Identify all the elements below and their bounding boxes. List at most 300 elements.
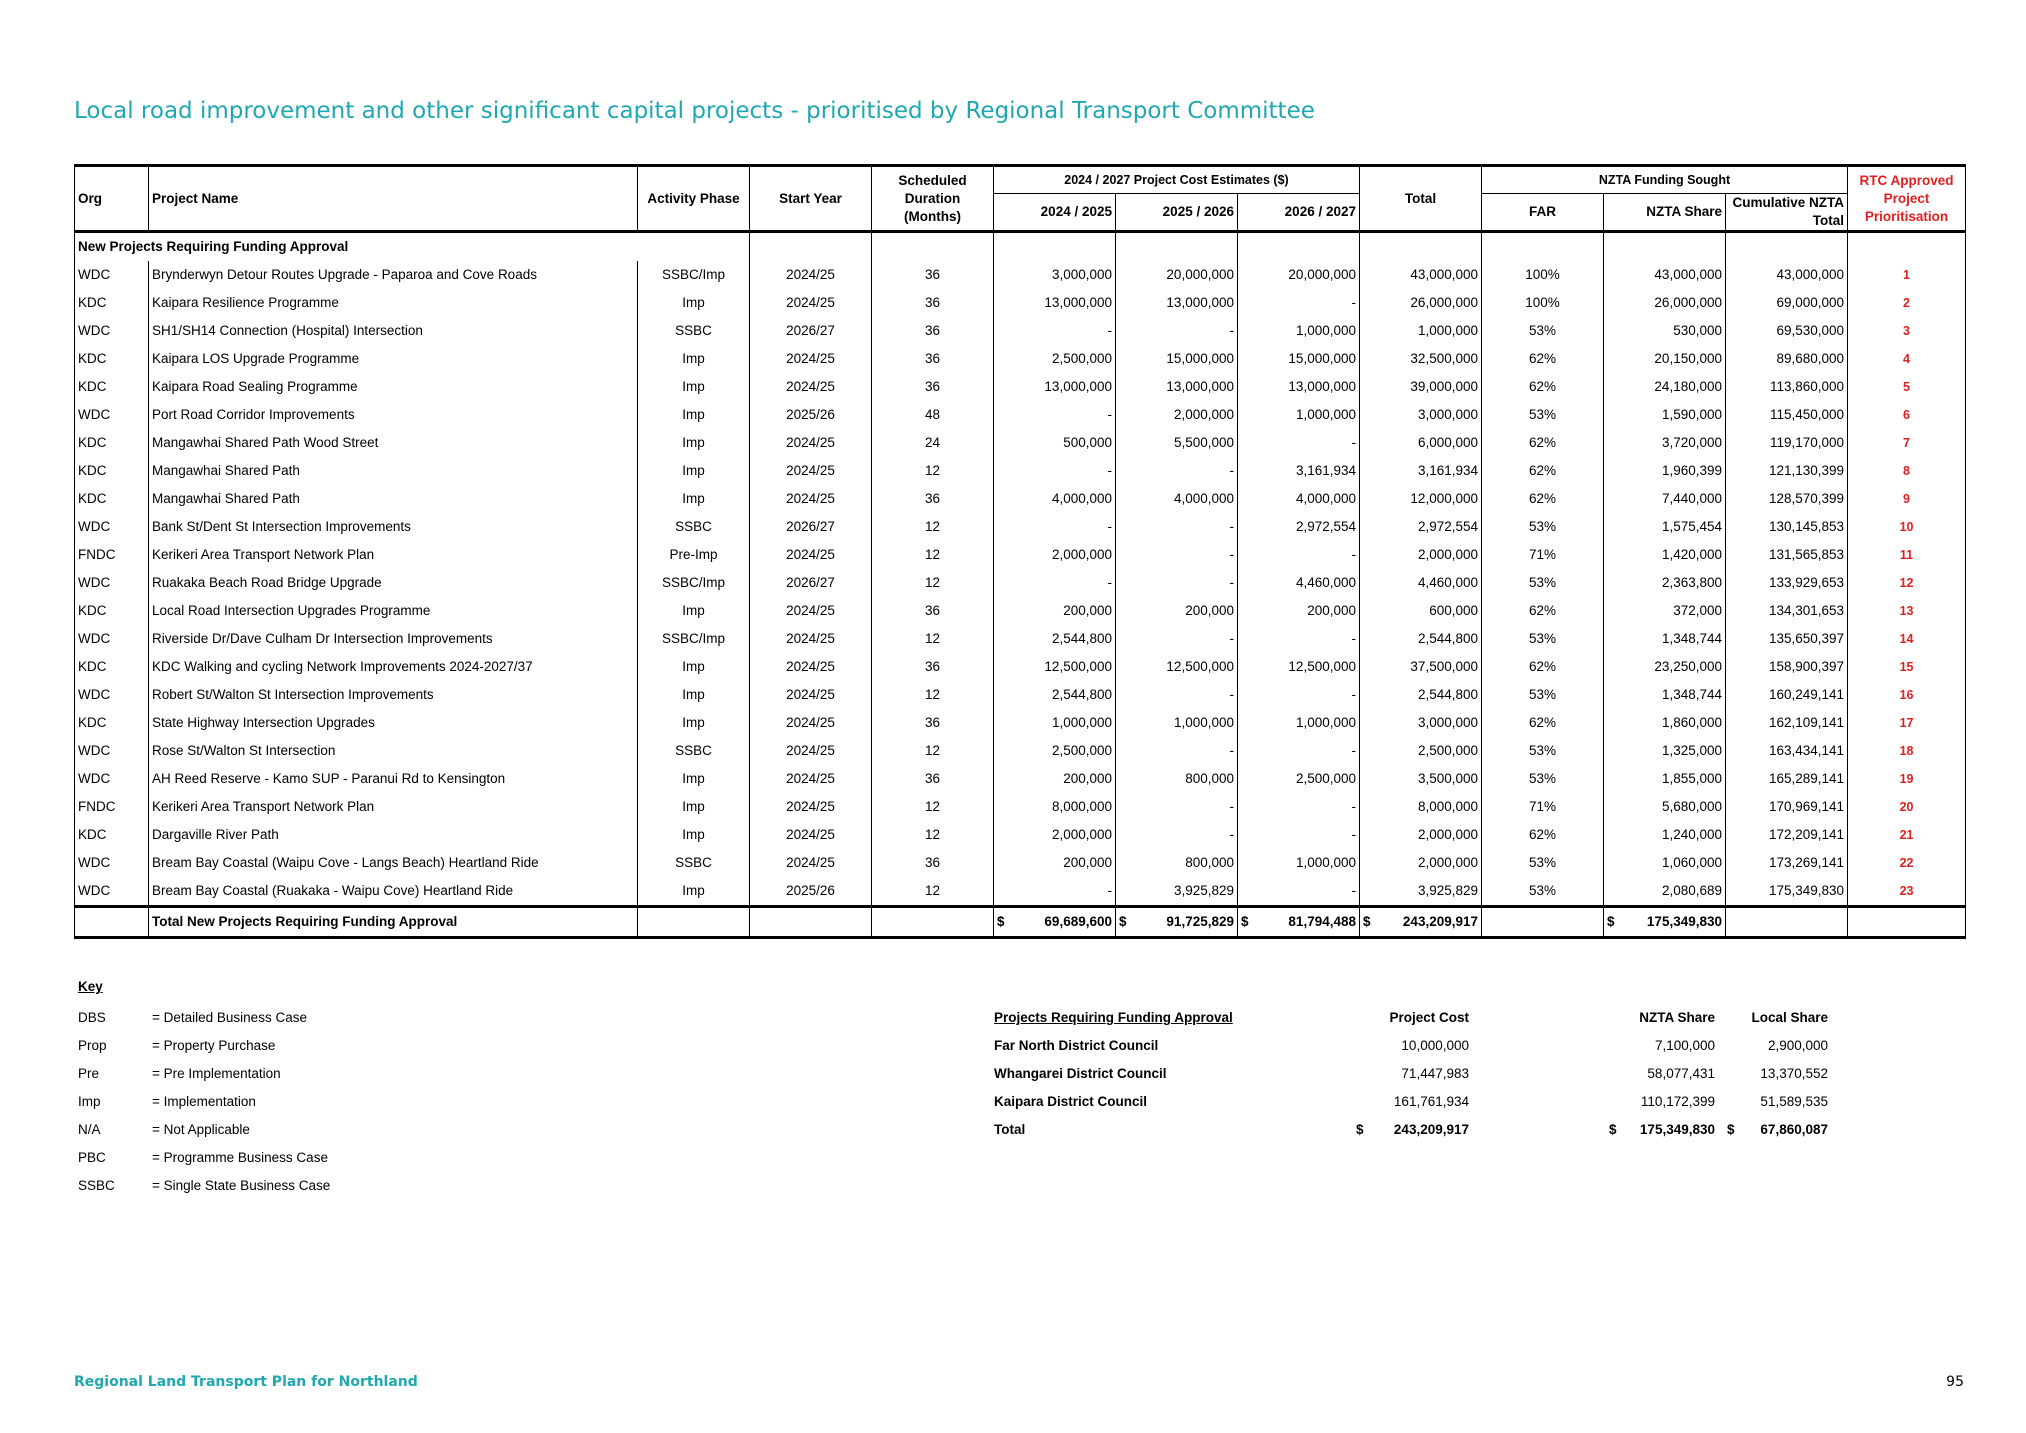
total-y2: 91,725,829 xyxy=(1166,914,1234,929)
cell-cost-2025-2026: 3,925,829 xyxy=(1116,877,1238,907)
cell-activity-phase: Imp xyxy=(638,821,750,849)
cell-activity-phase: Imp xyxy=(638,597,750,625)
cell-total: 2,000,000 xyxy=(1360,821,1482,849)
cell-duration: 36 xyxy=(872,765,994,793)
table-row xyxy=(75,681,1966,709)
header-cumulative: Cumulative NZTA Total xyxy=(1726,194,1848,232)
key-item xyxy=(78,1004,330,1032)
cell-project-name: Kerikeri Area Transport Network Plan xyxy=(149,793,638,821)
cell-project-name: Rose St/Walton St Intersection xyxy=(149,737,638,765)
cell-cost-2024-2025: 2,544,800 xyxy=(994,681,1116,709)
cell-cost-2025-2026: 800,000 xyxy=(1116,849,1238,877)
cell-org: KDC xyxy=(75,597,149,625)
header-nzta-share: NZTA Share xyxy=(1604,194,1726,232)
cell-cost-2026-2027: 1,000,000 xyxy=(1238,317,1360,345)
summary-local-share: 13,370,552 xyxy=(1760,1066,1828,1081)
header-year-2025-2026: 2025 / 2026 xyxy=(1116,194,1238,232)
key-description: = Property Purchase xyxy=(152,1038,276,1053)
cell-cost-2025-2026: - xyxy=(1116,625,1238,653)
cell-activity-phase: Imp xyxy=(638,373,750,401)
header-project-name: Project Name xyxy=(149,166,638,232)
cell-cumulative: 165,289,141 xyxy=(1726,765,1848,793)
table-row xyxy=(75,765,1966,793)
header-activity-phase: Activity Phase xyxy=(638,166,750,232)
cell-cost-2024-2025: 2,500,000 xyxy=(994,737,1116,765)
page-title: Local road improvement and other significant capital projects - prioritised by Regional Transport Committee xyxy=(74,98,1315,124)
summary-local-share: 2,900,000 xyxy=(1767,1038,1828,1053)
cell-nzta-share: 1,575,454 xyxy=(1604,513,1726,541)
cell-start-year: 2024/25 xyxy=(750,485,872,513)
currency-symbol: $ xyxy=(1607,914,1615,929)
currency-symbol: $ xyxy=(1727,1122,1735,1137)
cell-start-year: 2025/26 xyxy=(750,877,872,907)
cell-duration: 48 xyxy=(872,401,994,429)
summary-council-name: Far North District Council xyxy=(994,1038,1159,1053)
cell-org: WDC xyxy=(75,261,149,289)
header-duration: Scheduled Duration (Months) xyxy=(872,166,994,232)
summary-col-cost: Project Cost xyxy=(1389,1010,1469,1025)
cell-cost-2026-2027: 1,000,000 xyxy=(1238,849,1360,877)
summary-local-share: 51,589,535 xyxy=(1760,1094,1828,1109)
cell-priority: 22 xyxy=(1848,849,1966,877)
cell-cost-2024-2025: - xyxy=(994,569,1116,597)
funding-summary xyxy=(994,1004,1828,1144)
table-row xyxy=(75,485,1966,513)
cell-far: 71% xyxy=(1482,541,1604,569)
cell-far: 53% xyxy=(1482,569,1604,597)
cell-nzta-share: 1,325,000 xyxy=(1604,737,1726,765)
cell-cumulative: 43,000,000 xyxy=(1726,261,1848,289)
currency-symbol: $ xyxy=(1241,914,1249,929)
cell-nzta-share: 1,060,000 xyxy=(1604,849,1726,877)
key-description: = Detailed Business Case xyxy=(152,1010,307,1025)
cell-cost-2024-2025: 200,000 xyxy=(994,597,1116,625)
cell-far: 100% xyxy=(1482,261,1604,289)
cell-nzta-share: 24,180,000 xyxy=(1604,373,1726,401)
cell-cost-2026-2027: - xyxy=(1238,793,1360,821)
projects-table xyxy=(74,164,1966,939)
cell-far: 62% xyxy=(1482,597,1604,625)
cell-cost-2025-2026: - xyxy=(1116,317,1238,345)
cell-org: KDC xyxy=(75,373,149,401)
cell-cost-2024-2025: 13,000,000 xyxy=(994,289,1116,317)
cell-start-year: 2024/25 xyxy=(750,429,872,457)
cell-duration: 12 xyxy=(872,457,994,485)
key-description: = Not Applicable xyxy=(152,1122,250,1137)
cell-cost-2026-2027: - xyxy=(1238,877,1360,907)
table-row xyxy=(75,373,1966,401)
cell-org: WDC xyxy=(75,681,149,709)
cell-org: KDC xyxy=(75,709,149,737)
cell-cumulative: 133,929,653 xyxy=(1726,569,1848,597)
cell-cumulative: 69,000,000 xyxy=(1726,289,1848,317)
cell-cost-2026-2027: 200,000 xyxy=(1238,597,1360,625)
cell-cost-2026-2027: 12,500,000 xyxy=(1238,653,1360,681)
cell-duration: 12 xyxy=(872,681,994,709)
currency-symbol: $ xyxy=(1356,1122,1364,1137)
cell-total: 3,500,000 xyxy=(1360,765,1482,793)
cell-start-year: 2024/25 xyxy=(750,289,872,317)
cell-cumulative: 119,170,000 xyxy=(1726,429,1848,457)
key-legend xyxy=(78,976,330,1200)
cell-duration: 36 xyxy=(872,289,994,317)
cell-priority: 18 xyxy=(1848,737,1966,765)
summary-council-name: Kaipara District Council xyxy=(994,1094,1148,1109)
cell-start-year: 2026/27 xyxy=(750,513,872,541)
cell-cost-2025-2026: 1,000,000 xyxy=(1116,709,1238,737)
key-item xyxy=(78,1088,330,1116)
currency-symbol: $ xyxy=(1363,914,1371,929)
cell-org: KDC xyxy=(75,289,149,317)
cell-cumulative: 160,249,141 xyxy=(1726,681,1848,709)
cell-activity-phase: Imp xyxy=(638,681,750,709)
cell-far: 100% xyxy=(1482,289,1604,317)
cell-project-name: Mangawhai Shared Path xyxy=(149,457,638,485)
cell-org: KDC xyxy=(75,653,149,681)
cell-far: 62% xyxy=(1482,485,1604,513)
cell-activity-phase: Imp xyxy=(638,877,750,907)
key-item xyxy=(78,1032,330,1060)
cell-cumulative: 69,530,000 xyxy=(1726,317,1848,345)
cell-far: 71% xyxy=(1482,793,1604,821)
header-nzta-funding: NZTA Funding Sought xyxy=(1482,166,1848,194)
cell-project-name: AH Reed Reserve - Kamo SUP - Paranui Rd to Kensington xyxy=(149,765,638,793)
cell-cost-2026-2027: 1,000,000 xyxy=(1238,401,1360,429)
table-row xyxy=(75,821,1966,849)
cell-cost-2024-2025: - xyxy=(994,317,1116,345)
header-rtc-prioritisation: RTC Approved Project Prioritisation xyxy=(1848,166,1966,232)
key-item xyxy=(78,1060,330,1088)
cell-priority: 23 xyxy=(1848,877,1966,907)
summary-total-cost: 243,209,917 xyxy=(1393,1122,1469,1137)
cell-duration: 12 xyxy=(872,569,994,597)
cell-nzta-share: 1,348,744 xyxy=(1604,625,1726,653)
cell-duration: 36 xyxy=(872,485,994,513)
cell-duration: 12 xyxy=(872,737,994,765)
cell-cost-2025-2026: - xyxy=(1116,821,1238,849)
key-description: = Pre Implementation xyxy=(152,1066,281,1081)
cell-far: 62% xyxy=(1482,457,1604,485)
cell-start-year: 2026/27 xyxy=(750,569,872,597)
cell-project-name: Mangawhai Shared Path xyxy=(149,485,638,513)
cell-nzta-share: 530,000 xyxy=(1604,317,1726,345)
cell-start-year: 2024/25 xyxy=(750,345,872,373)
cell-start-year: 2024/25 xyxy=(750,737,872,765)
cell-cost-2025-2026: 800,000 xyxy=(1116,765,1238,793)
cell-activity-phase: Imp xyxy=(638,485,750,513)
cell-activity-phase: Pre-Imp xyxy=(638,541,750,569)
table-row xyxy=(75,401,1966,429)
cell-duration: 12 xyxy=(872,513,994,541)
cell-cost-2026-2027: - xyxy=(1238,289,1360,317)
cell-cost-2026-2027: 4,460,000 xyxy=(1238,569,1360,597)
cell-activity-phase: SSBC/Imp xyxy=(638,569,750,597)
cell-cost-2024-2025: 3,000,000 xyxy=(994,261,1116,289)
cell-activity-phase: Imp xyxy=(638,429,750,457)
cell-far: 53% xyxy=(1482,877,1604,907)
cell-total: 43,000,000 xyxy=(1360,261,1482,289)
cell-nzta-share: 1,960,399 xyxy=(1604,457,1726,485)
summary-header xyxy=(994,1004,1828,1032)
cell-priority: 13 xyxy=(1848,597,1966,625)
cell-cost-2025-2026: - xyxy=(1116,681,1238,709)
cell-far: 53% xyxy=(1482,317,1604,345)
cell-start-year: 2024/25 xyxy=(750,765,872,793)
cell-total: 2,500,000 xyxy=(1360,737,1482,765)
cell-priority: 12 xyxy=(1848,569,1966,597)
cell-start-year: 2024/25 xyxy=(750,793,872,821)
cell-org: WDC xyxy=(75,765,149,793)
key-description: = Single State Business Case xyxy=(152,1178,331,1193)
total-row xyxy=(75,907,1966,938)
cell-cumulative: 135,650,397 xyxy=(1726,625,1848,653)
total-total: 243,209,917 xyxy=(1402,914,1478,929)
cell-far: 62% xyxy=(1482,709,1604,737)
cell-activity-phase: SSBC/Imp xyxy=(638,625,750,653)
cell-total: 2,544,800 xyxy=(1360,625,1482,653)
cell-cumulative: 173,269,141 xyxy=(1726,849,1848,877)
cell-project-name: Ruakaka Beach Road Bridge Upgrade xyxy=(149,569,638,597)
key-title: Key xyxy=(78,979,103,994)
cell-cumulative: 163,434,141 xyxy=(1726,737,1848,765)
cell-nzta-share: 372,000 xyxy=(1604,597,1726,625)
cell-activity-phase: Imp xyxy=(638,709,750,737)
cell-nzta-share: 5,680,000 xyxy=(1604,793,1726,821)
cell-total: 2,972,554 xyxy=(1360,513,1482,541)
cell-cost-2025-2026: 200,000 xyxy=(1116,597,1238,625)
cell-cost-2026-2027: - xyxy=(1238,541,1360,569)
cell-nzta-share: 1,855,000 xyxy=(1604,765,1726,793)
cell-total: 1,000,000 xyxy=(1360,317,1482,345)
cell-cost-2026-2027: 13,000,000 xyxy=(1238,373,1360,401)
cell-total: 39,000,000 xyxy=(1360,373,1482,401)
cell-org: FNDC xyxy=(75,541,149,569)
summary-heading: Projects Requiring Funding Approval xyxy=(994,1010,1233,1025)
summary-nzta-share: 110,172,399 xyxy=(1640,1094,1715,1109)
cell-cost-2024-2025: 200,000 xyxy=(994,765,1116,793)
cell-activity-phase: Imp xyxy=(638,793,750,821)
cell-nzta-share: 2,363,800 xyxy=(1604,569,1726,597)
cell-cumulative: 162,109,141 xyxy=(1726,709,1848,737)
cell-cumulative: 170,969,141 xyxy=(1726,793,1848,821)
summary-total-label: Total xyxy=(994,1122,1026,1137)
cell-total: 6,000,000 xyxy=(1360,429,1482,457)
cell-project-name: Local Road Intersection Upgrades Programme xyxy=(149,597,638,625)
summary-project-cost: 71,447,983 xyxy=(1401,1066,1469,1081)
cell-total: 26,000,000 xyxy=(1360,289,1482,317)
key-item xyxy=(78,1144,330,1172)
cell-cost-2025-2026: 12,500,000 xyxy=(1116,653,1238,681)
cell-cumulative: 89,680,000 xyxy=(1726,345,1848,373)
table-row xyxy=(75,625,1966,653)
cell-project-name: State Highway Intersection Upgrades xyxy=(149,709,638,737)
cell-nzta-share: 1,348,744 xyxy=(1604,681,1726,709)
cell-project-name: Dargaville River Path xyxy=(149,821,638,849)
cell-start-year: 2024/25 xyxy=(750,681,872,709)
cell-cost-2024-2025: 1,000,000 xyxy=(994,709,1116,737)
cell-duration: 36 xyxy=(872,653,994,681)
cell-cost-2024-2025: - xyxy=(994,877,1116,907)
cell-project-name: Kaipara Road Sealing Programme xyxy=(149,373,638,401)
cell-total: 3,161,934 xyxy=(1360,457,1482,485)
key-abbreviation: DBS xyxy=(78,1010,106,1025)
cell-priority: 5 xyxy=(1848,373,1966,401)
cell-cumulative: 172,209,141 xyxy=(1726,821,1848,849)
cell-far: 53% xyxy=(1482,849,1604,877)
cell-cost-2024-2025: 2,000,000 xyxy=(994,821,1116,849)
cell-cost-2026-2027: - xyxy=(1238,821,1360,849)
cell-priority: 7 xyxy=(1848,429,1966,457)
cell-cost-2026-2027: - xyxy=(1238,681,1360,709)
summary-project-cost: 10,000,000 xyxy=(1401,1038,1469,1053)
cell-total: 4,460,000 xyxy=(1360,569,1482,597)
cell-org: KDC xyxy=(75,457,149,485)
cell-project-name: Port Road Corridor Improvements xyxy=(149,401,638,429)
cell-duration: 36 xyxy=(872,849,994,877)
cell-far: 53% xyxy=(1482,625,1604,653)
cell-cumulative: 121,130,399 xyxy=(1726,457,1848,485)
cell-priority: 21 xyxy=(1848,821,1966,849)
cell-cost-2025-2026: - xyxy=(1116,737,1238,765)
cell-duration: 36 xyxy=(872,709,994,737)
cell-total: 32,500,000 xyxy=(1360,345,1482,373)
cell-project-name: Mangawhai Shared Path Wood Street xyxy=(149,429,638,457)
summary-row xyxy=(994,1060,1828,1088)
key-description: = Implementation xyxy=(152,1094,256,1109)
cell-cost-2024-2025: 4,000,000 xyxy=(994,485,1116,513)
cell-cost-2024-2025: 2,500,000 xyxy=(994,345,1116,373)
table-row xyxy=(75,737,1966,765)
summary-project-cost: 161,761,934 xyxy=(1393,1094,1469,1109)
cell-cost-2024-2025: - xyxy=(994,457,1116,485)
cell-total: 37,500,000 xyxy=(1360,653,1482,681)
cell-cost-2026-2027: 3,161,934 xyxy=(1238,457,1360,485)
cell-org: WDC xyxy=(75,849,149,877)
cell-duration: 12 xyxy=(872,821,994,849)
table-row xyxy=(75,597,1966,625)
cell-cumulative: 115,450,000 xyxy=(1726,401,1848,429)
cell-cost-2024-2025: 200,000 xyxy=(994,849,1116,877)
cell-cost-2026-2027: - xyxy=(1238,625,1360,653)
cell-total: 8,000,000 xyxy=(1360,793,1482,821)
section-row xyxy=(75,232,1966,262)
cell-far: 53% xyxy=(1482,765,1604,793)
key-description: = Programme Business Case xyxy=(152,1150,328,1165)
cell-priority: 17 xyxy=(1848,709,1966,737)
header-org: Org xyxy=(75,166,149,232)
footer-document-title: Regional Land Transport Plan for Northland xyxy=(74,1374,418,1390)
cell-far: 53% xyxy=(1482,513,1604,541)
cell-cost-2026-2027: 1,000,000 xyxy=(1238,709,1360,737)
cell-total: 2,000,000 xyxy=(1360,849,1482,877)
cell-cost-2024-2025: 13,000,000 xyxy=(994,373,1116,401)
cell-project-name: Bank St/Dent St Intersection Improvements xyxy=(149,513,638,541)
key-abbreviation: N/A xyxy=(78,1122,101,1137)
cell-nzta-share: 7,440,000 xyxy=(1604,485,1726,513)
table-row xyxy=(75,793,1966,821)
cell-org: WDC xyxy=(75,569,149,597)
cell-cost-2026-2027: 4,000,000 xyxy=(1238,485,1360,513)
total-y1: 69,689,600 xyxy=(1044,914,1112,929)
cell-org: FNDC xyxy=(75,793,149,821)
cell-far: 62% xyxy=(1482,373,1604,401)
cell-cost-2025-2026: - xyxy=(1116,541,1238,569)
cell-cost-2024-2025: 12,500,000 xyxy=(994,653,1116,681)
cell-activity-phase: SSBC/Imp xyxy=(638,261,750,289)
cell-duration: 36 xyxy=(872,345,994,373)
cell-org: WDC xyxy=(75,401,149,429)
cell-start-year: 2024/25 xyxy=(750,457,872,485)
cell-org: KDC xyxy=(75,345,149,373)
cell-priority: 1 xyxy=(1848,261,1966,289)
summary-col-local: Local Share xyxy=(1751,1010,1828,1025)
cell-org: WDC xyxy=(75,513,149,541)
cell-cost-2024-2025: - xyxy=(994,513,1116,541)
key-abbreviation: Pre xyxy=(78,1066,100,1081)
cell-cumulative: 175,349,830 xyxy=(1726,877,1848,907)
cell-org: WDC xyxy=(75,877,149,907)
cell-activity-phase: SSBC xyxy=(638,513,750,541)
cell-priority: 3 xyxy=(1848,317,1966,345)
cell-cumulative: 134,301,653 xyxy=(1726,597,1848,625)
cell-total: 12,000,000 xyxy=(1360,485,1482,513)
cell-far: 53% xyxy=(1482,401,1604,429)
cell-cost-2024-2025: 2,544,800 xyxy=(994,625,1116,653)
cell-cost-2026-2027: 2,972,554 xyxy=(1238,513,1360,541)
cell-total: 3,000,000 xyxy=(1360,401,1482,429)
cell-org: KDC xyxy=(75,821,149,849)
cell-cost-2026-2027: - xyxy=(1238,429,1360,457)
table-row xyxy=(75,317,1966,345)
cell-cumulative: 130,145,853 xyxy=(1726,513,1848,541)
cell-cost-2025-2026: 2,000,000 xyxy=(1116,401,1238,429)
header-year-2024-2025: 2024 / 2025 xyxy=(994,194,1116,232)
cell-cost-2024-2025: 8,000,000 xyxy=(994,793,1116,821)
cell-priority: 2 xyxy=(1848,289,1966,317)
cell-start-year: 2024/25 xyxy=(750,821,872,849)
cell-far: 53% xyxy=(1482,737,1604,765)
cell-priority: 19 xyxy=(1848,765,1966,793)
header-year-2026-2027: 2026 / 2027 xyxy=(1238,194,1360,232)
table-row xyxy=(75,541,1966,569)
table-row xyxy=(75,345,1966,373)
cell-priority: 10 xyxy=(1848,513,1966,541)
cell-duration: 36 xyxy=(872,317,994,345)
cell-project-name: Kaipara Resilience Programme xyxy=(149,289,638,317)
cell-far: 62% xyxy=(1482,429,1604,457)
cell-start-year: 2026/27 xyxy=(750,317,872,345)
cell-start-year: 2024/25 xyxy=(750,373,872,401)
summary-nzta-share: 7,100,000 xyxy=(1654,1038,1715,1053)
cell-nzta-share: 3,720,000 xyxy=(1604,429,1726,457)
header-cost-estimates: 2024 / 2027 Project Cost Estimates ($) xyxy=(994,166,1360,194)
cell-activity-phase: Imp xyxy=(638,289,750,317)
table-row xyxy=(75,569,1966,597)
cell-far: 62% xyxy=(1482,653,1604,681)
cell-priority: 20 xyxy=(1848,793,1966,821)
cell-priority: 16 xyxy=(1848,681,1966,709)
cell-project-name: Robert St/Walton St Intersection Improvements xyxy=(149,681,638,709)
summary-row xyxy=(994,1032,1828,1060)
cell-activity-phase: SSBC xyxy=(638,737,750,765)
table-row xyxy=(75,849,1966,877)
cell-org: KDC xyxy=(75,429,149,457)
cell-activity-phase: Imp xyxy=(638,401,750,429)
cell-duration: 36 xyxy=(872,261,994,289)
table-row xyxy=(75,289,1966,317)
cell-cost-2025-2026: 5,500,000 xyxy=(1116,429,1238,457)
cell-total: 3,925,829 xyxy=(1360,877,1482,907)
